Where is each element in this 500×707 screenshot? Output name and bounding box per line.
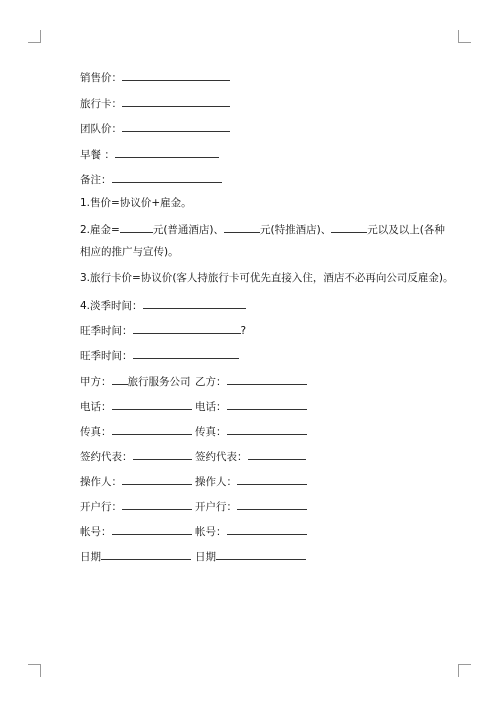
field-label: 旅行卡：	[80, 98, 122, 110]
corner-mark-bottom-right	[458, 664, 471, 677]
term-2-part1: 元(普通酒店)、	[152, 224, 225, 236]
term-2-prefix: 2.雇金=	[80, 224, 120, 236]
contact-row-operator	[80, 474, 237, 489]
peak-season-1	[80, 323, 246, 338]
party-row	[80, 374, 227, 389]
fill-blank[interactable]	[237, 499, 307, 510]
field-label: 团队价：	[80, 123, 122, 135]
contact-left-label: 电话：	[80, 401, 112, 413]
fill-blank[interactable]	[133, 449, 192, 460]
contact-right	[195, 424, 307, 439]
term-2-line2: 相应的推广与宣传)。	[80, 246, 179, 258]
contact-row-date	[80, 549, 216, 564]
fill-blank[interactable]	[112, 524, 192, 535]
fill-blank[interactable]	[101, 549, 191, 560]
term-2	[80, 222, 445, 237]
fill-blank[interactable]	[112, 399, 192, 410]
off-season-label: 4.淡季时间：	[80, 300, 143, 312]
fill-blank[interactable]	[133, 348, 239, 359]
contact-left-label: 操作人：	[80, 476, 122, 488]
fill-blank[interactable]	[227, 424, 307, 435]
party-b	[195, 374, 307, 389]
contact-row-representative	[80, 449, 248, 464]
contact-left-label: 开户行：	[80, 501, 122, 513]
contact-right	[195, 524, 307, 539]
fill-blank[interactable]	[224, 222, 260, 233]
contact-right-label: 电话：	[195, 401, 227, 413]
contact-right-label: 操作人：	[195, 476, 237, 488]
fill-blank[interactable]	[112, 374, 128, 385]
contact-right	[195, 449, 306, 464]
fill-blank[interactable]	[133, 323, 241, 334]
field-label: 早餐 ：	[80, 149, 115, 161]
term-3: 3.旅行卡价=协议价(客人持旅行卡可优先直接入住，酒店不必再向公司反雇金)。	[80, 272, 454, 284]
field-label: 销售价：	[80, 72, 122, 84]
corner-mark-bottom-left	[28, 664, 41, 677]
peak-season-label: 旺季时间：	[80, 325, 133, 337]
contact-row-account	[80, 524, 227, 539]
field-sale-price	[80, 70, 230, 85]
contact-right	[195, 499, 307, 514]
field-remarks	[80, 172, 222, 187]
term-1: 1.售价=协议价+雇金。	[80, 197, 192, 209]
contact-right	[195, 549, 306, 564]
party-b-label: 乙方：	[195, 376, 227, 388]
peak-season-2	[80, 348, 239, 363]
contact-left-label: 帐号：	[80, 526, 112, 538]
field-label: 备注：	[80, 174, 112, 186]
fill-blank[interactable]	[122, 121, 230, 132]
corner-mark-top-left	[28, 30, 41, 43]
fill-blank[interactable]	[112, 424, 192, 435]
field-group-price	[80, 121, 230, 136]
contact-right-label: 帐号：	[195, 526, 227, 538]
contact-row-phone	[80, 399, 227, 414]
contact-left-label: 签约代表：	[80, 451, 133, 463]
fill-blank[interactable]	[122, 70, 230, 81]
contact-right	[195, 399, 307, 414]
party-a-company: 旅行服务公司	[127, 376, 191, 388]
fill-blank[interactable]	[122, 96, 230, 107]
contact-right-label: 日期	[195, 551, 216, 563]
fill-blank[interactable]	[227, 374, 307, 385]
peak-season-label: 旺季时间：	[80, 350, 133, 362]
fill-blank[interactable]	[112, 172, 222, 183]
fill-blank[interactable]	[227, 524, 307, 535]
contact-row-bank	[80, 499, 237, 514]
field-breakfast	[80, 147, 219, 162]
contact-row-fax	[80, 424, 227, 439]
fill-blank[interactable]	[143, 298, 246, 309]
fill-blank[interactable]	[216, 549, 306, 560]
fill-blank[interactable]	[248, 449, 306, 460]
contact-right	[195, 474, 307, 489]
fill-blank[interactable]	[227, 399, 307, 410]
fill-blank[interactable]	[331, 222, 367, 233]
contact-left-label: 日期	[80, 551, 101, 563]
fill-blank[interactable]	[115, 147, 219, 158]
term-4	[80, 298, 246, 313]
contact-right-label: 开户行：	[195, 501, 237, 513]
contact-right-label: 传真：	[195, 426, 227, 438]
corner-mark-top-right	[458, 30, 471, 43]
term-2-part3: 元以及以上(各种	[367, 224, 445, 236]
contact-left-label: 传真：	[80, 426, 112, 438]
field-travel-card	[80, 96, 230, 111]
term-2-part2: 元(特推酒店)、	[260, 224, 332, 236]
fill-blank[interactable]	[122, 474, 192, 485]
fill-blank[interactable]	[237, 474, 307, 485]
fill-blank[interactable]	[120, 222, 153, 233]
fill-blank[interactable]	[122, 499, 192, 510]
party-a-label: 甲方：	[80, 376, 112, 388]
contact-right-label: 签约代表：	[195, 451, 248, 463]
peak-season-suffix: ?	[240, 325, 247, 337]
